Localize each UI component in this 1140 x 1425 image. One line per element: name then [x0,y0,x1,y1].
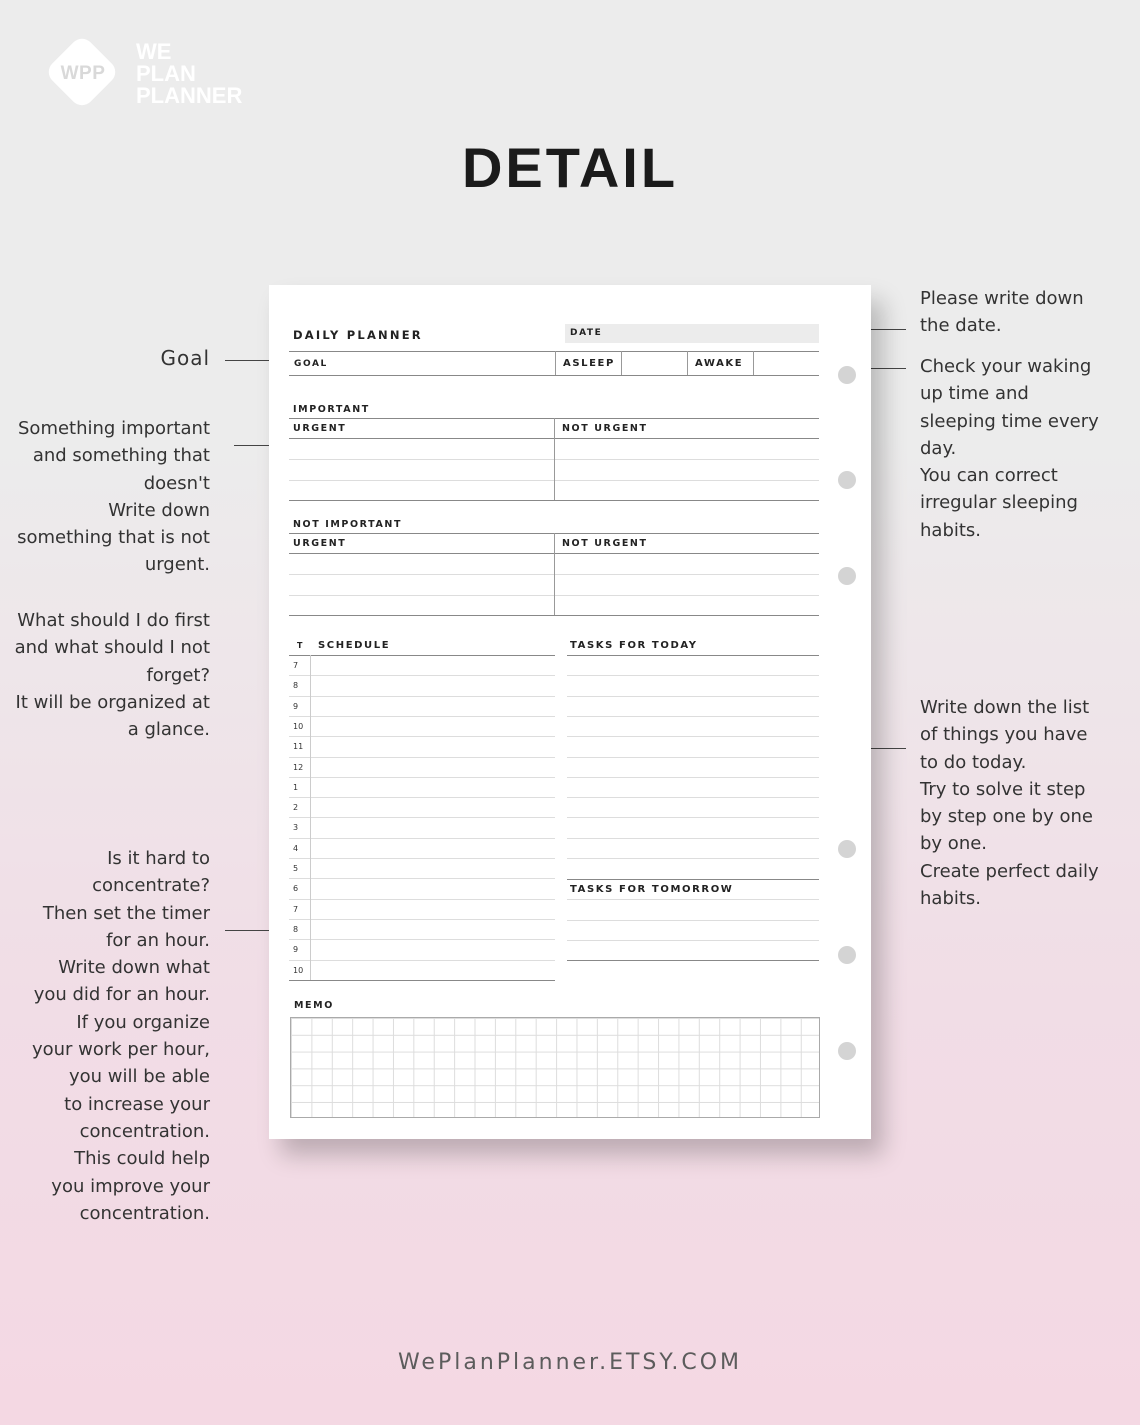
schedule-label: SCHEDULE [318,640,391,651]
schedule-row-line [289,939,555,940]
task-today-line [567,797,819,798]
not-important-label: NOT IMPORTANT [293,519,403,530]
time-column-label: T [297,641,303,650]
schedule-hour-label: 9 [293,945,299,955]
important-not-urgent-label: NOT URGENT [562,423,648,434]
annotation-goal: Goal [160,346,210,370]
schedule-row-line [289,797,555,798]
planner-heading: DAILY PLANNER [293,328,423,342]
schedule-hour-label: 8 [293,681,299,691]
tasks-today-header-line [567,655,819,656]
annotation-important: Something important and something that doesn't Write down something that is not urgent. [17,418,210,576]
task-today-line [567,858,819,859]
schedule-hour-label: 7 [293,661,299,670]
memo-label: MEMO [294,1000,334,1011]
binder-hole [838,840,856,858]
schedule-hour-label: 10 [293,965,304,975]
annotation-schedule: What should I do first and what should I not forget? It will be organized at a glance. [14,610,210,741]
schedule-hour-label: 12 [293,762,304,772]
important-label: IMPORTANT [293,404,370,415]
binder-hole [838,366,856,384]
task-today-line [567,838,819,839]
task-tomorrow-line [567,899,819,900]
header-divider [289,351,819,352]
planner-sheet [269,285,871,1139]
task-today-line [567,696,819,697]
important-bottom-line [289,500,819,501]
goal-divider [555,351,556,375]
date-field[interactable] [565,324,819,343]
schedule-time-divider [310,655,311,980]
task-today-line [567,736,819,737]
schedule-row-line [289,980,555,981]
memo-grid[interactable] [290,1017,820,1118]
not-important-column-divider [554,533,555,615]
awake-divider-left [687,351,688,375]
schedule-hour-label: 7 [293,904,299,914]
page-title: DETAIL [461,136,679,199]
task-today-line [567,757,819,758]
important-column-divider [554,418,555,500]
schedule-hour-label: 11 [293,742,304,752]
binder-hole [838,471,856,489]
schedule-row-line [289,878,555,879]
annotation-sleep: Check your waking up time and sleeping time every day. You can correct irregular sleeping habits. [920,356,1099,541]
schedule-row-line [289,696,555,697]
date-label: DATE [570,328,603,338]
binder-hole [838,567,856,585]
schedule-row-line [289,838,555,839]
tasks-tomorrow-top-line [567,879,819,880]
schedule-hour-label: 3 [293,823,299,833]
goal-bottom-line [289,375,819,376]
task-today-line [567,675,819,676]
binder-hole [838,946,856,964]
schedule-row-line [289,777,555,778]
logo-wordmark [136,41,242,107]
not-important-urgent-label: URGENT [293,538,347,549]
tasks-tomorrow-label: TASKS FOR TOMORROW [570,884,734,895]
schedule-row-line [289,817,555,818]
annotation-date: Please write down the date. [920,288,1084,337]
schedule-row-line [289,919,555,920]
schedule-row-line [289,899,555,900]
awake-divider-right [753,351,754,375]
tasks-today-label: TASKS FOR TODAY [570,640,698,651]
task-tomorrow-line [567,960,819,961]
schedule-hour-label: 2 [293,803,299,813]
schedule-row-line [289,716,555,717]
task-today-line [567,777,819,778]
annotation-timer: Is it hard to concentrate? Then set the timer for an hour. Write down what you did for an hour. If you organize your work per hour, you will be able to increase your concentration. This could help you improve your concentration. [31,848,210,1224]
asleep-divider [621,351,622,375]
schedule-hour-label: 8 [293,924,299,934]
logo-word: WE [136,39,172,64]
important-urgent-label: URGENT [293,423,347,434]
task-tomorrow-line [567,940,819,941]
not-important-bottom-line [289,615,819,616]
schedule-row-line [289,675,555,676]
schedule-row-line [289,757,555,758]
task-today-line [567,817,819,818]
schedule-hour-label: 4 [293,843,299,853]
schedule-row-line [289,960,555,961]
awake-label: AWAKE [695,358,744,369]
schedule-header-line [289,655,555,656]
goal-label: GOAL [294,359,328,369]
logo-word: PLAN [136,61,196,86]
logo-abbreviation: WPP [60,63,106,84]
schedule-hour-label: 9 [293,701,299,711]
footer-shop-url: WePlanPlanner.ETSY.COM [397,1350,743,1375]
schedule-hour-label: 5 [293,864,299,873]
schedule-hour-label: 10 [293,721,304,731]
binder-hole [838,1042,856,1060]
not-important-not-urgent-label: NOT URGENT [562,538,648,549]
schedule-hour-label: 1 [293,782,299,792]
asleep-label: ASLEEP [563,358,615,369]
schedule-row-line [289,858,555,859]
logo-word: PLANNER [136,83,243,108]
task-today-line [567,716,819,717]
schedule-row-line [289,736,555,737]
task-tomorrow-line [567,920,819,921]
annotation-tasks: Write down the list of things you have to do today. Try to solve it step by step one by one by one. Create perfect daily habits. [920,697,1099,910]
schedule-hour-label: 6 [293,884,299,894]
